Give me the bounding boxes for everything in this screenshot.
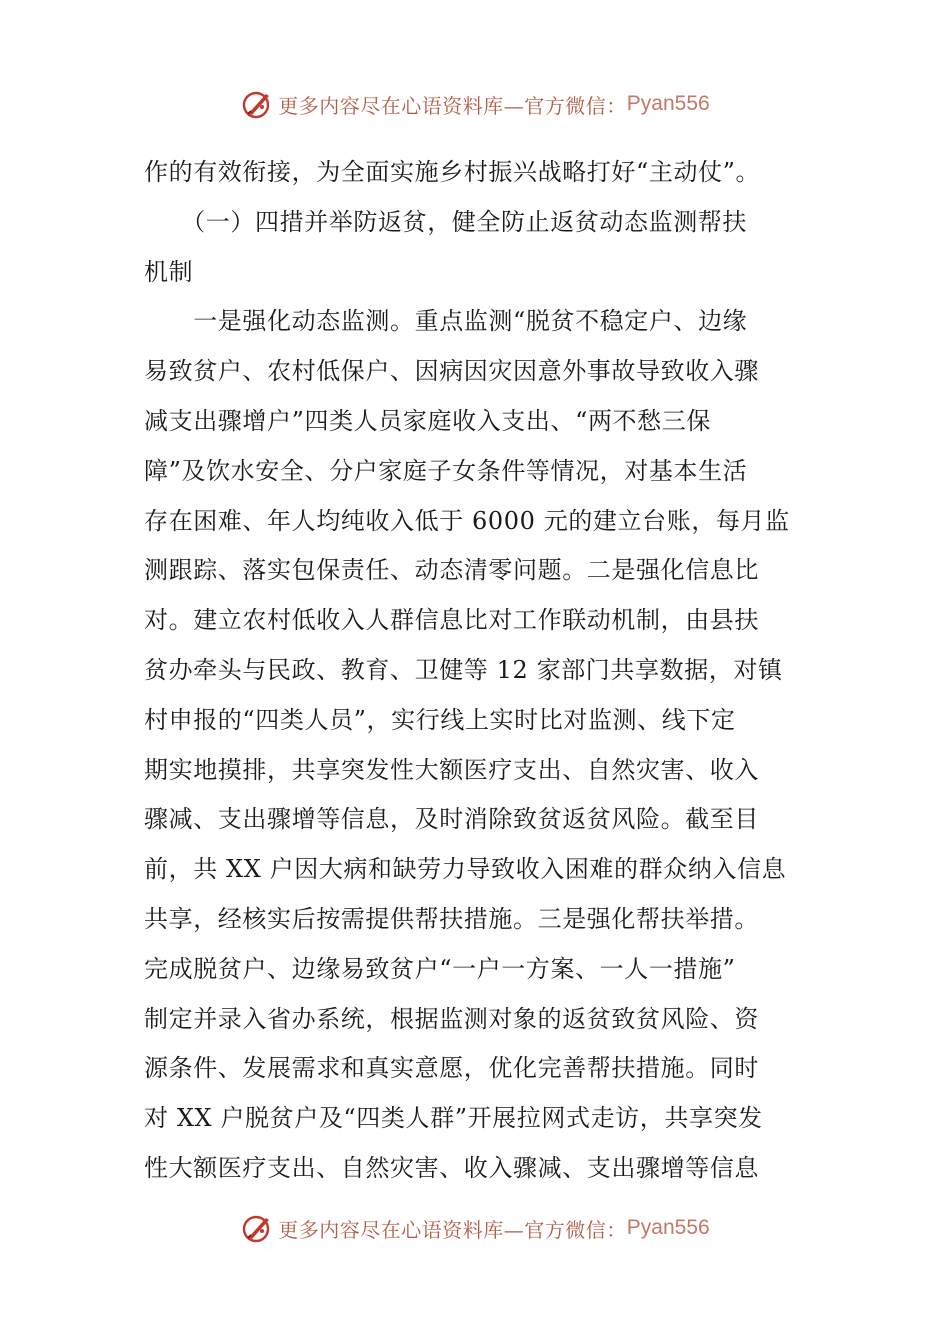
banner-text: 更多内容尽在心语资料库—官方微信：: [278, 1217, 627, 1242]
banner-wechat-id: Pyan556: [626, 92, 710, 115]
text-line: 前，共 XX 户因大病和缺劳力导致收入困难的群众纳入信息: [144, 855, 787, 884]
text-line: 完成脱贫户、边缘易致贫户“一户一方案、一人一措施”: [144, 954, 736, 983]
text-line: 制定并录入省办系统，根据监测对象的返贫致贫风险、资: [144, 1004, 759, 1033]
text-line: 减支出骤增户”四类人员家庭收入支出、“两不愁三保: [144, 406, 711, 435]
text-line: 对 XX 户脱贫户及“四类人群”开展拉网式走访，共享突发: [144, 1104, 763, 1133]
header-banner: [0, 84, 950, 124]
text-line: 障”及饮水安全、分户家庭子女条件等情况，对基本生活: [144, 456, 748, 485]
text-line: 期实地摸排，共享突发性大额医疗支出、自然灾害、收入: [144, 755, 759, 784]
text-line: 易致贫户、农村低保户、因病因灾因意外事故导致收入骤: [144, 357, 759, 386]
banner-wechat-id: Pyan556: [626, 1216, 710, 1239]
banner-text: 更多内容尽在心语资料库—官方微信：: [278, 93, 627, 118]
text-line: 村申报的“四类人员”，实行线上实时比对监测、线下定: [144, 705, 736, 734]
text-line: 骤减、支出骤增等信息，及时消除致贫返贫风险。截至目: [144, 805, 759, 834]
text-line: 一是强化动态监测。重点监测“脱贫不稳定户、边缘: [144, 307, 748, 336]
section-heading-line: 机制: [144, 257, 194, 286]
footer-banner: [0, 1208, 950, 1248]
text-line: 共享，经核实后按需提供帮扶措施。三是强化帮扶举措。: [144, 904, 759, 933]
text-line: 源条件、发展需求和真实意愿，优化完善帮扶措施。同时: [144, 1054, 759, 1083]
document-body: [144, 148, 808, 1194]
text-line: 性大额医疗支出、自然灾害、收入骤减、支出骤增等信息: [144, 1153, 759, 1182]
text-line: 对。建立农村低收入人群信息比对工作联动机制，由县扶: [144, 606, 759, 635]
text-line: 贫办牵头与民政、教育、卫健等 12 家部门共享数据，对镇: [144, 655, 783, 684]
text-line: 测跟踪、落实包保责任、动态清零问题。二是强化信息比: [144, 556, 759, 585]
section-heading-line: （一）四措并举防返贫，健全防止返贫动态监测帮扶: [144, 207, 747, 236]
brush-logo-icon: [240, 1211, 274, 1245]
brush-logo-icon: [240, 87, 274, 121]
text-line: 作的有效衔接，为全面实施乡村振兴战略打好“主动仗”。: [144, 158, 761, 186]
text-line: 存在困难、年人均纯收入低于 6000 元的建立台账，每月监: [144, 506, 790, 535]
